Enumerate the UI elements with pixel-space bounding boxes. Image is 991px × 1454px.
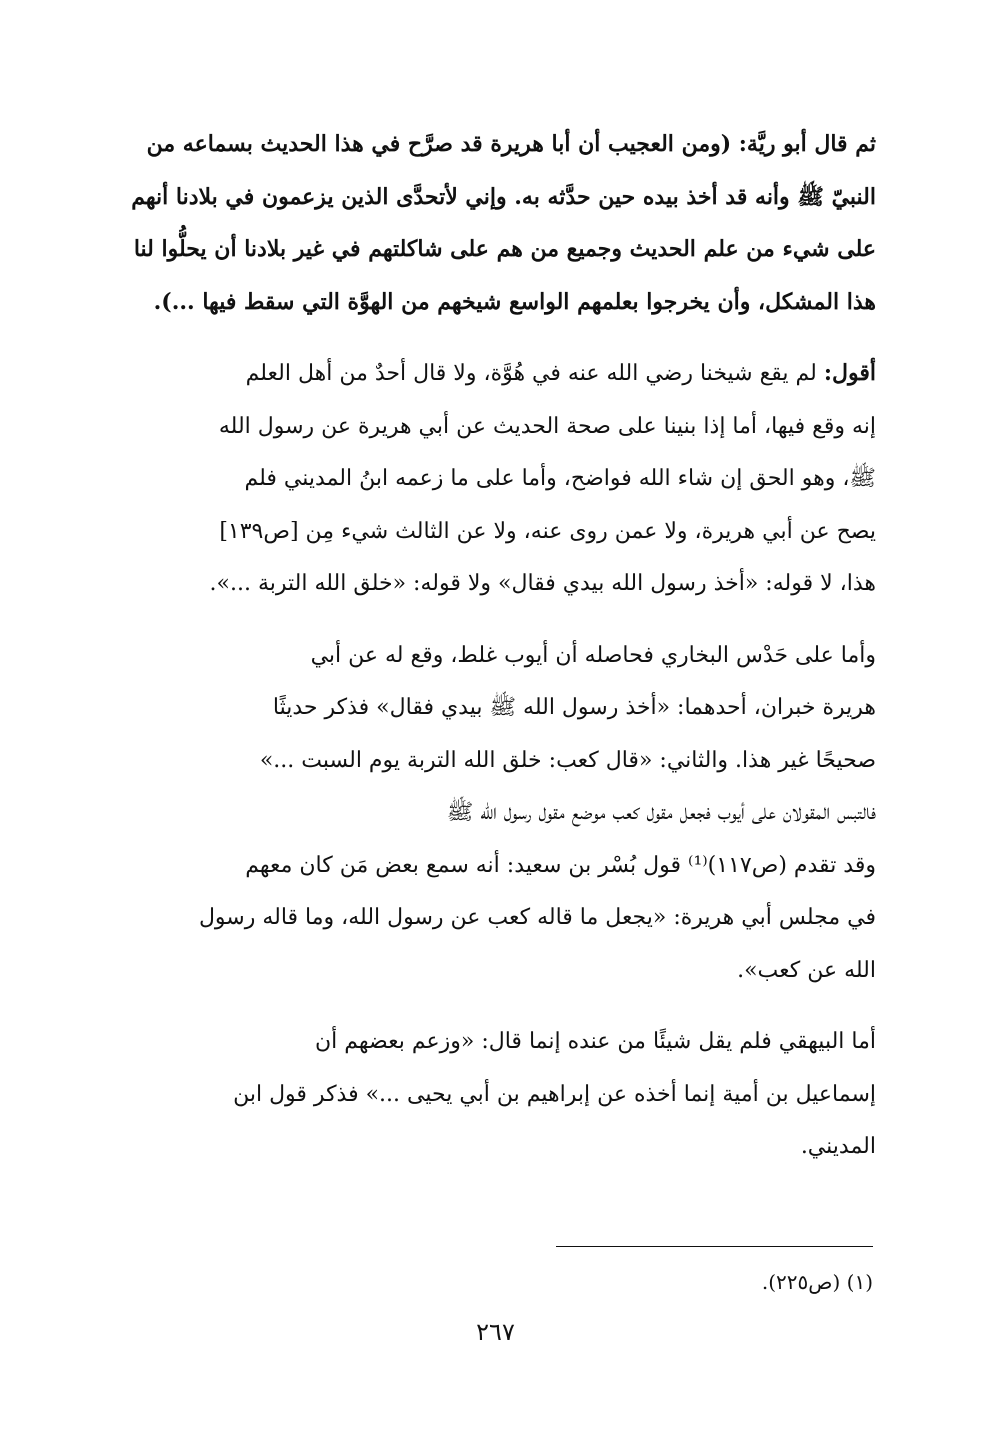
text-line: ثم قال أبو ريَّة: (ومن العجيب أن أبا هريرة قد صرَّح في هذا الحديث بسماعه من — [146, 131, 876, 157]
text-line: فالتبس المقولان على أيوب فجعل مقول كعب موضع مقول رسول الله ﷺ — [446, 800, 876, 825]
text-line: صحيحًا غير هذا. والثاني: «قال كعب: خلق الله التربة يوم السبت ...» — [259, 747, 876, 773]
text-line: على شيء من علم الحديث وجميع من هم على شاكلتهم في غير بلادنا أن يحلُّوا لنا — [133, 236, 876, 262]
text-line: النبيّ ﷺ وأنه قد أخذ بيده حين حدَّثه به. وإني لأتحدَّى الذين يزعمون في بلادنا أنهم — [131, 183, 876, 210]
text-line: هذا المشكل، وأن يخرجوا بعلمهم الواسع شيخهم من الهوَّة التي سقط فيها ...). — [153, 288, 876, 315]
lead-word: أقول: — [823, 360, 876, 386]
text-line: يصح عن أبي هريرة، ولا عمن روى عنه، ولا عن الثالث شيء مِن [ص١٣٩] — [219, 518, 876, 544]
footnote-divider — [556, 1246, 873, 1247]
text-line: المديني. — [800, 1134, 876, 1159]
text-line — [100, 347, 876, 401]
text-line: وأما على حَدْس البخاري فحاصله أن أيوب غلط، وقع له عن أبي — [310, 642, 876, 668]
text-line: هريرة خبران، أحدهما: «أخذ رسول الله ﷺ بيدي فقال» فذكر حديثًا — [272, 695, 876, 720]
text-line: الله عن كعب». — [737, 957, 876, 983]
text-line: وقد تقدم (ص١١٧)⁽¹⁾ قول بُسْر بن سعيد: أنه سمع بعض مَن كان معهم — [245, 852, 876, 878]
text-line: إسماعيل بن أمية إنما أخذه عن إبراهيم بن أبي يحيى ...» فذكر قول ابن — [233, 1081, 876, 1107]
text-line: هذا، لا قوله: «أخذ رسول الله بيدي فقال» ولا قوله: «خلق الله التربة ...». — [209, 571, 876, 596]
paragraph-quote-abu-rayya — [100, 118, 876, 328]
text-line: في مجلس أبي هريرة: «يجعل ما قاله كعب عن رسول الله، وما قاله رسول — [198, 905, 876, 930]
page-number: ٢٦٧ — [476, 1318, 515, 1346]
text-line: ﷺ، وهو الحق إن شاء الله فواضح، وأما على ما زعمه ابنُ المديني فلم — [244, 466, 876, 491]
paragraph-bayhaqi — [100, 1016, 876, 1174]
text-line-content: لم يقع شيخنا رضي الله عنه في هُوَّة، ولا قال أحدٌ من أهل العلم — [245, 361, 817, 386]
paragraph-reply — [100, 347, 876, 611]
paragraph-bukhari — [100, 630, 876, 998]
main-text — [100, 118, 876, 1193]
text-line: أما البيهقي فلم يقل شيئًا من عنده إنما قال: «وزعم بعضهم أن — [315, 1029, 876, 1054]
footnote: (١) (ص٢٢٥). — [761, 1270, 873, 1294]
text-line: إنه وقع فيها، أما إذا بنينا على صحة الحديث عن أبي هريرة عن رسول الله — [218, 413, 876, 439]
